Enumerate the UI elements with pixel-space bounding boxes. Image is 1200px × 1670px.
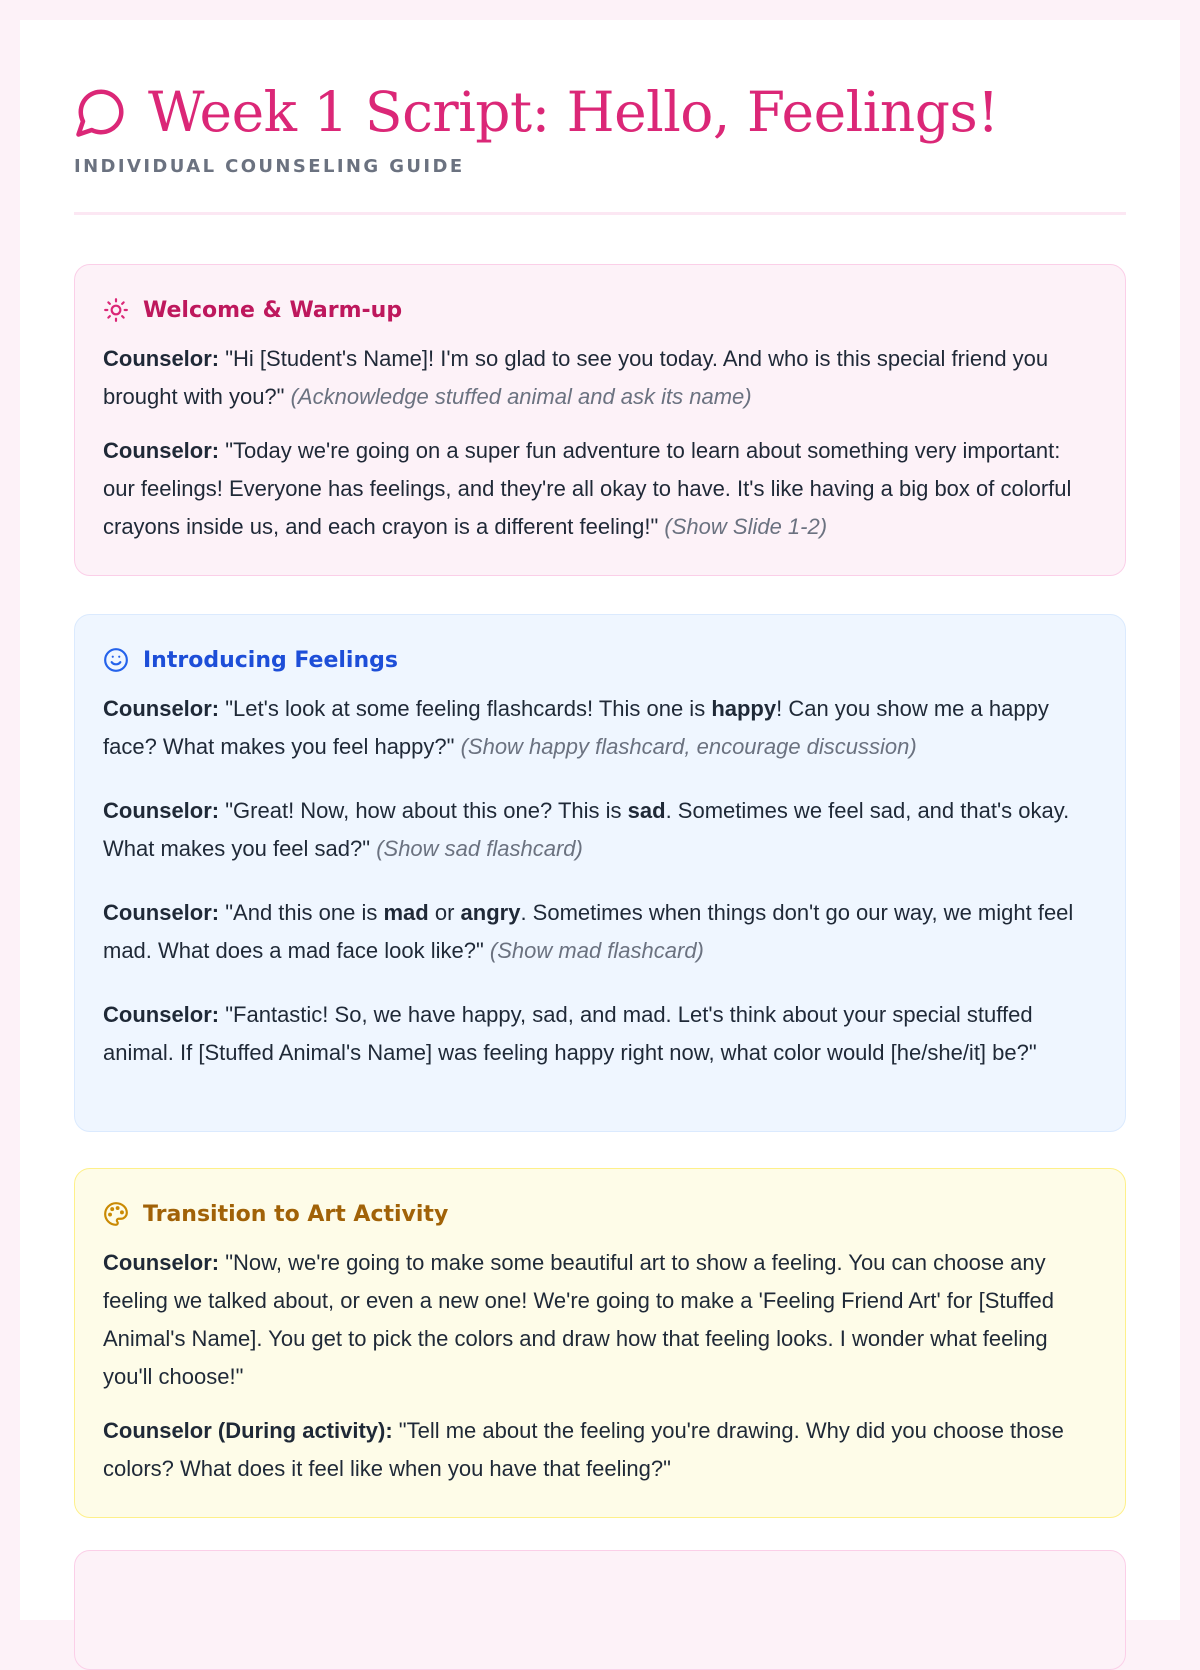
section-welcome-warmup	[74, 264, 1126, 576]
script-line	[103, 996, 1097, 1072]
speaker-label: Counselor:	[103, 900, 220, 925]
script-line	[103, 340, 1097, 416]
stage-direction: (Show happy flashcard, encourage discussion)	[460, 734, 917, 759]
stage-direction: (Acknowledge stuffed animal and ask its name)	[290, 384, 752, 409]
script-line	[103, 894, 1097, 970]
feeling-keyword: angry	[460, 900, 521, 925]
dialogue-text: . Sometimes when things don't go our way, we might feel mad. What does a mad face look like?"	[103, 900, 1074, 963]
speaker-label: Counselor:	[103, 1002, 220, 1027]
script-line	[103, 432, 1097, 546]
speaker-label: Counselor:	[103, 696, 220, 721]
dialogue-text: "Let's look at some feeling flashcards! This one is	[219, 696, 712, 721]
script-line	[103, 1412, 1097, 1488]
dialogue-text: "Today we're going on a super fun adventure to learn about something very important: our feelings! Everyone has feelings, and they're all okay to have. It's like having a big box of colorful crayons inside us, and each crayon is a different feeling!"	[103, 438, 1072, 539]
script-page	[20, 20, 1180, 1620]
section-transition-art	[74, 1168, 1126, 1518]
script-line	[103, 792, 1097, 868]
feeling-keyword: happy	[711, 696, 777, 721]
section-title: Introducing Feelings	[143, 647, 398, 673]
script-line	[103, 1244, 1097, 1396]
dialogue-text: ! Can you show me a happy face? What makes you feel happy?"	[103, 696, 1049, 759]
stage-direction: (Show sad flashcard)	[376, 836, 583, 861]
speaker-label: Counselor (During activity):	[103, 1418, 393, 1443]
dialogue-text: "And this one is	[219, 900, 384, 925]
stage-direction: (Show mad flashcard)	[489, 938, 704, 963]
section-next-partial	[74, 1550, 1126, 1670]
section-title: Welcome & Warm-up	[143, 297, 403, 323]
sun-icon	[103, 297, 129, 323]
speaker-label: Counselor:	[103, 1250, 220, 1275]
stage-direction: (Show Slide 1-2)	[664, 514, 828, 539]
section-introducing-feelings	[74, 614, 1126, 1132]
feeling-keyword: mad	[383, 900, 429, 925]
dialogue-text: "Tell me about the feeling you're drawing. Why did you choose those colors? What does it feel like when you have that feeling?"	[103, 1418, 1064, 1481]
section-header	[103, 1199, 1097, 1229]
dialogue-text: "Fantastic! So, we have happy, sad, and mad. Let's think about your special stuffed animal. If [Stuffed Animal's Name] was feeling happy right now, what color would [he/she/it] be?"	[103, 1002, 1037, 1065]
page-title: Week 1 Script: Hello, Feelings!	[148, 80, 999, 144]
speaker-label: Counselor:	[103, 798, 220, 823]
speaker-label: Counselor:	[103, 346, 220, 371]
speaker-label: Counselor:	[103, 438, 220, 463]
smiley-face-icon	[103, 647, 129, 673]
title-row	[74, 78, 1126, 146]
dialogue-text: "Now, we're going to make some beautiful art to show a feeling. You can choose any feeling we talked about, or even a new one! We're going to make a 'Feeling Friend Art' for [Stuffed Animal's Name]. You get to pick the colors and draw how that feeling looks. I wonder what feeling you'll choose!"	[103, 1250, 1055, 1389]
script-line	[103, 690, 1097, 766]
page-subtitle: INDIVIDUAL COUNSELING GUIDE	[74, 156, 465, 177]
speech-bubble-icon	[74, 85, 128, 139]
section-header	[103, 645, 1097, 675]
feeling-keyword: sad	[627, 798, 666, 823]
dialogue-text: . Sometimes we feel sad, and that's okay. What makes you feel sad?"	[103, 798, 1070, 861]
dialogue-text: "Hi [Student's Name]! I'm so glad to see you today. And who is this special friend you brought with you?"	[103, 346, 1049, 409]
dialogue-text: "Great! Now, how about this one? This is	[219, 798, 628, 823]
section-title: Transition to Art Activity	[143, 1201, 449, 1227]
dialogue-text: or	[428, 900, 461, 925]
page-header	[74, 20, 1126, 177]
section-header	[103, 295, 1097, 325]
palette-icon	[103, 1201, 129, 1227]
header-divider	[74, 212, 1126, 215]
